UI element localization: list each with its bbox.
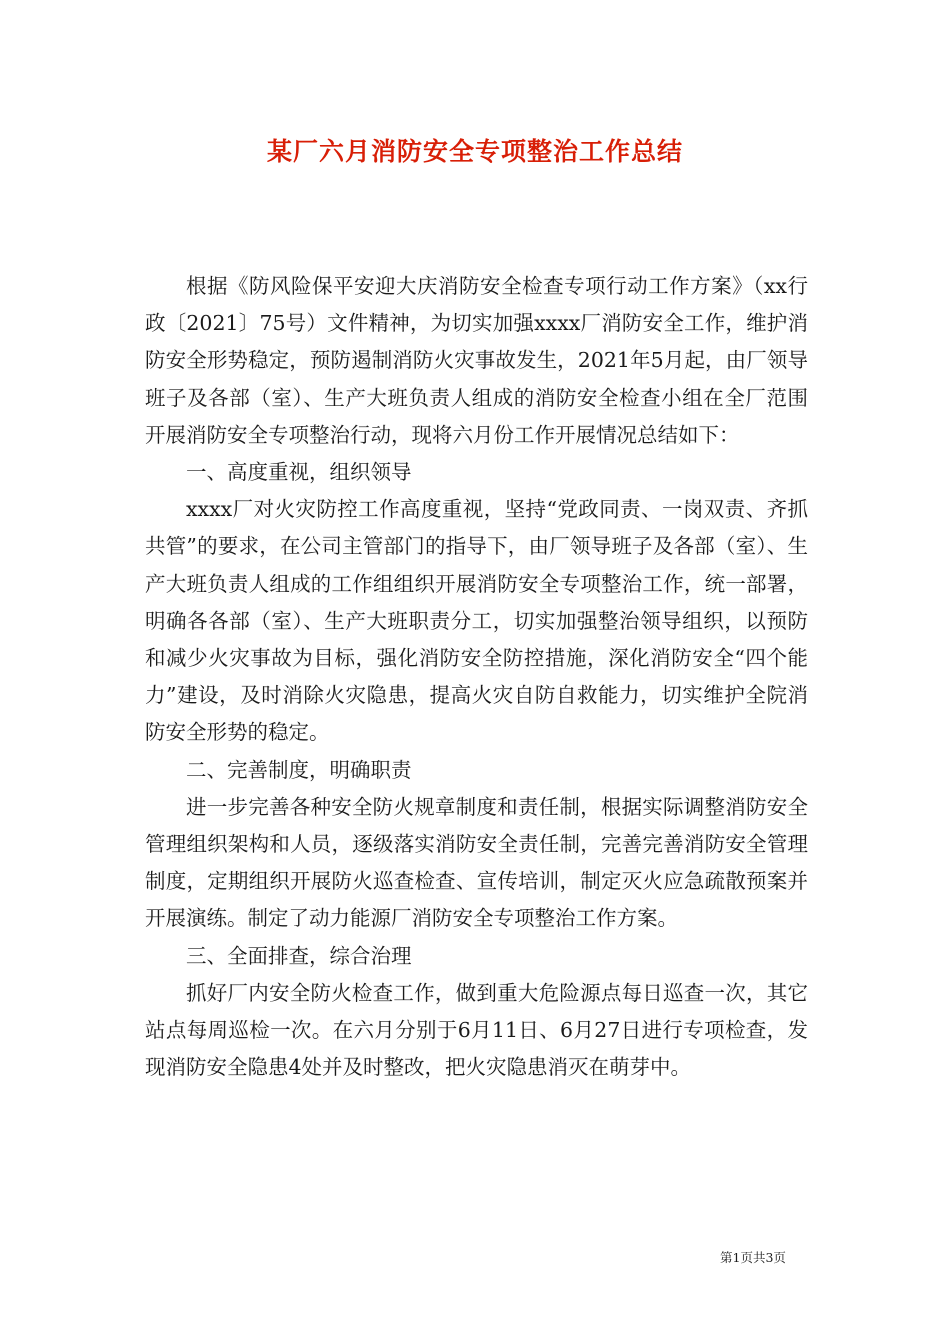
paragraph-section-2: 进一步完善各种安全防火规章制度和责任制，根据实际调整消防安全管理组织架构和人员，逐级落实消防安全责任制，完善完善消防安全管理制度，定期组织开展防火巡查检查、宣传培训，制定灭火应急疏散预案并开展演练。制定了动力能源厂消防安全专项整治工作方案。 bbox=[145, 794, 808, 931]
section-heading-1: 一、高度重视，组织领导 bbox=[186, 460, 412, 485]
paragraph-intro: 根据《防风险保平安迎大庆消防安全检查专项行动工作方案》（xx行政〔2021〕75号）文件精神，为切实加强xxxx厂消防安全工作，维护消防安全形势稳定，预防遏制消防火灾事故发生，2021年5月起，由厂领导班子及各部（室）、生产大班负责人组成的消防安全检查小组在全厂范围开展消防安全专项整治行动，现将六月份工作开展情况总结如下： bbox=[145, 274, 808, 447]
document-body bbox=[145, 268, 808, 1086]
section-heading-3: 三、全面排查，综合治理 bbox=[186, 943, 412, 968]
paragraph-section-1: xxxx厂对火灾防控工作高度重视，坚持“党政同责、一岗双责、齐抓共管”的要求，在公司主管部门的指导下，由厂领导班子及各部（室）、生产大班负责人组成的工作组组织开展消防安全专项整治工作，统一部署，明确各各部（室）、生产大班职责分工，切实加强整治领导组织，以预防和减少火灾事故为目标，强化消防安全防控措施，深化消防安全“四个能力”建设，及时消除火灾隐患，提高火灾自防自救能力，切实维护全院消防安全形势的稳定。 bbox=[145, 497, 808, 745]
paragraph-section-3: 抓好厂内安全防火检查工作，做到重大危险源点每日巡查一次，其它站点每周巡检一次。在六月分别于6月11日、6月27日进行专项检查，发现消防安全隐患4处并及时整改，把火灾隐患消灭在萌芽中。 bbox=[145, 980, 808, 1080]
page-number: 第1页共3页 bbox=[720, 1250, 786, 1265]
section-heading-2: 二、完善制度，明确职责 bbox=[186, 757, 412, 782]
document-title: 某厂六月消防安全专项整治工作总结 bbox=[266, 137, 683, 166]
